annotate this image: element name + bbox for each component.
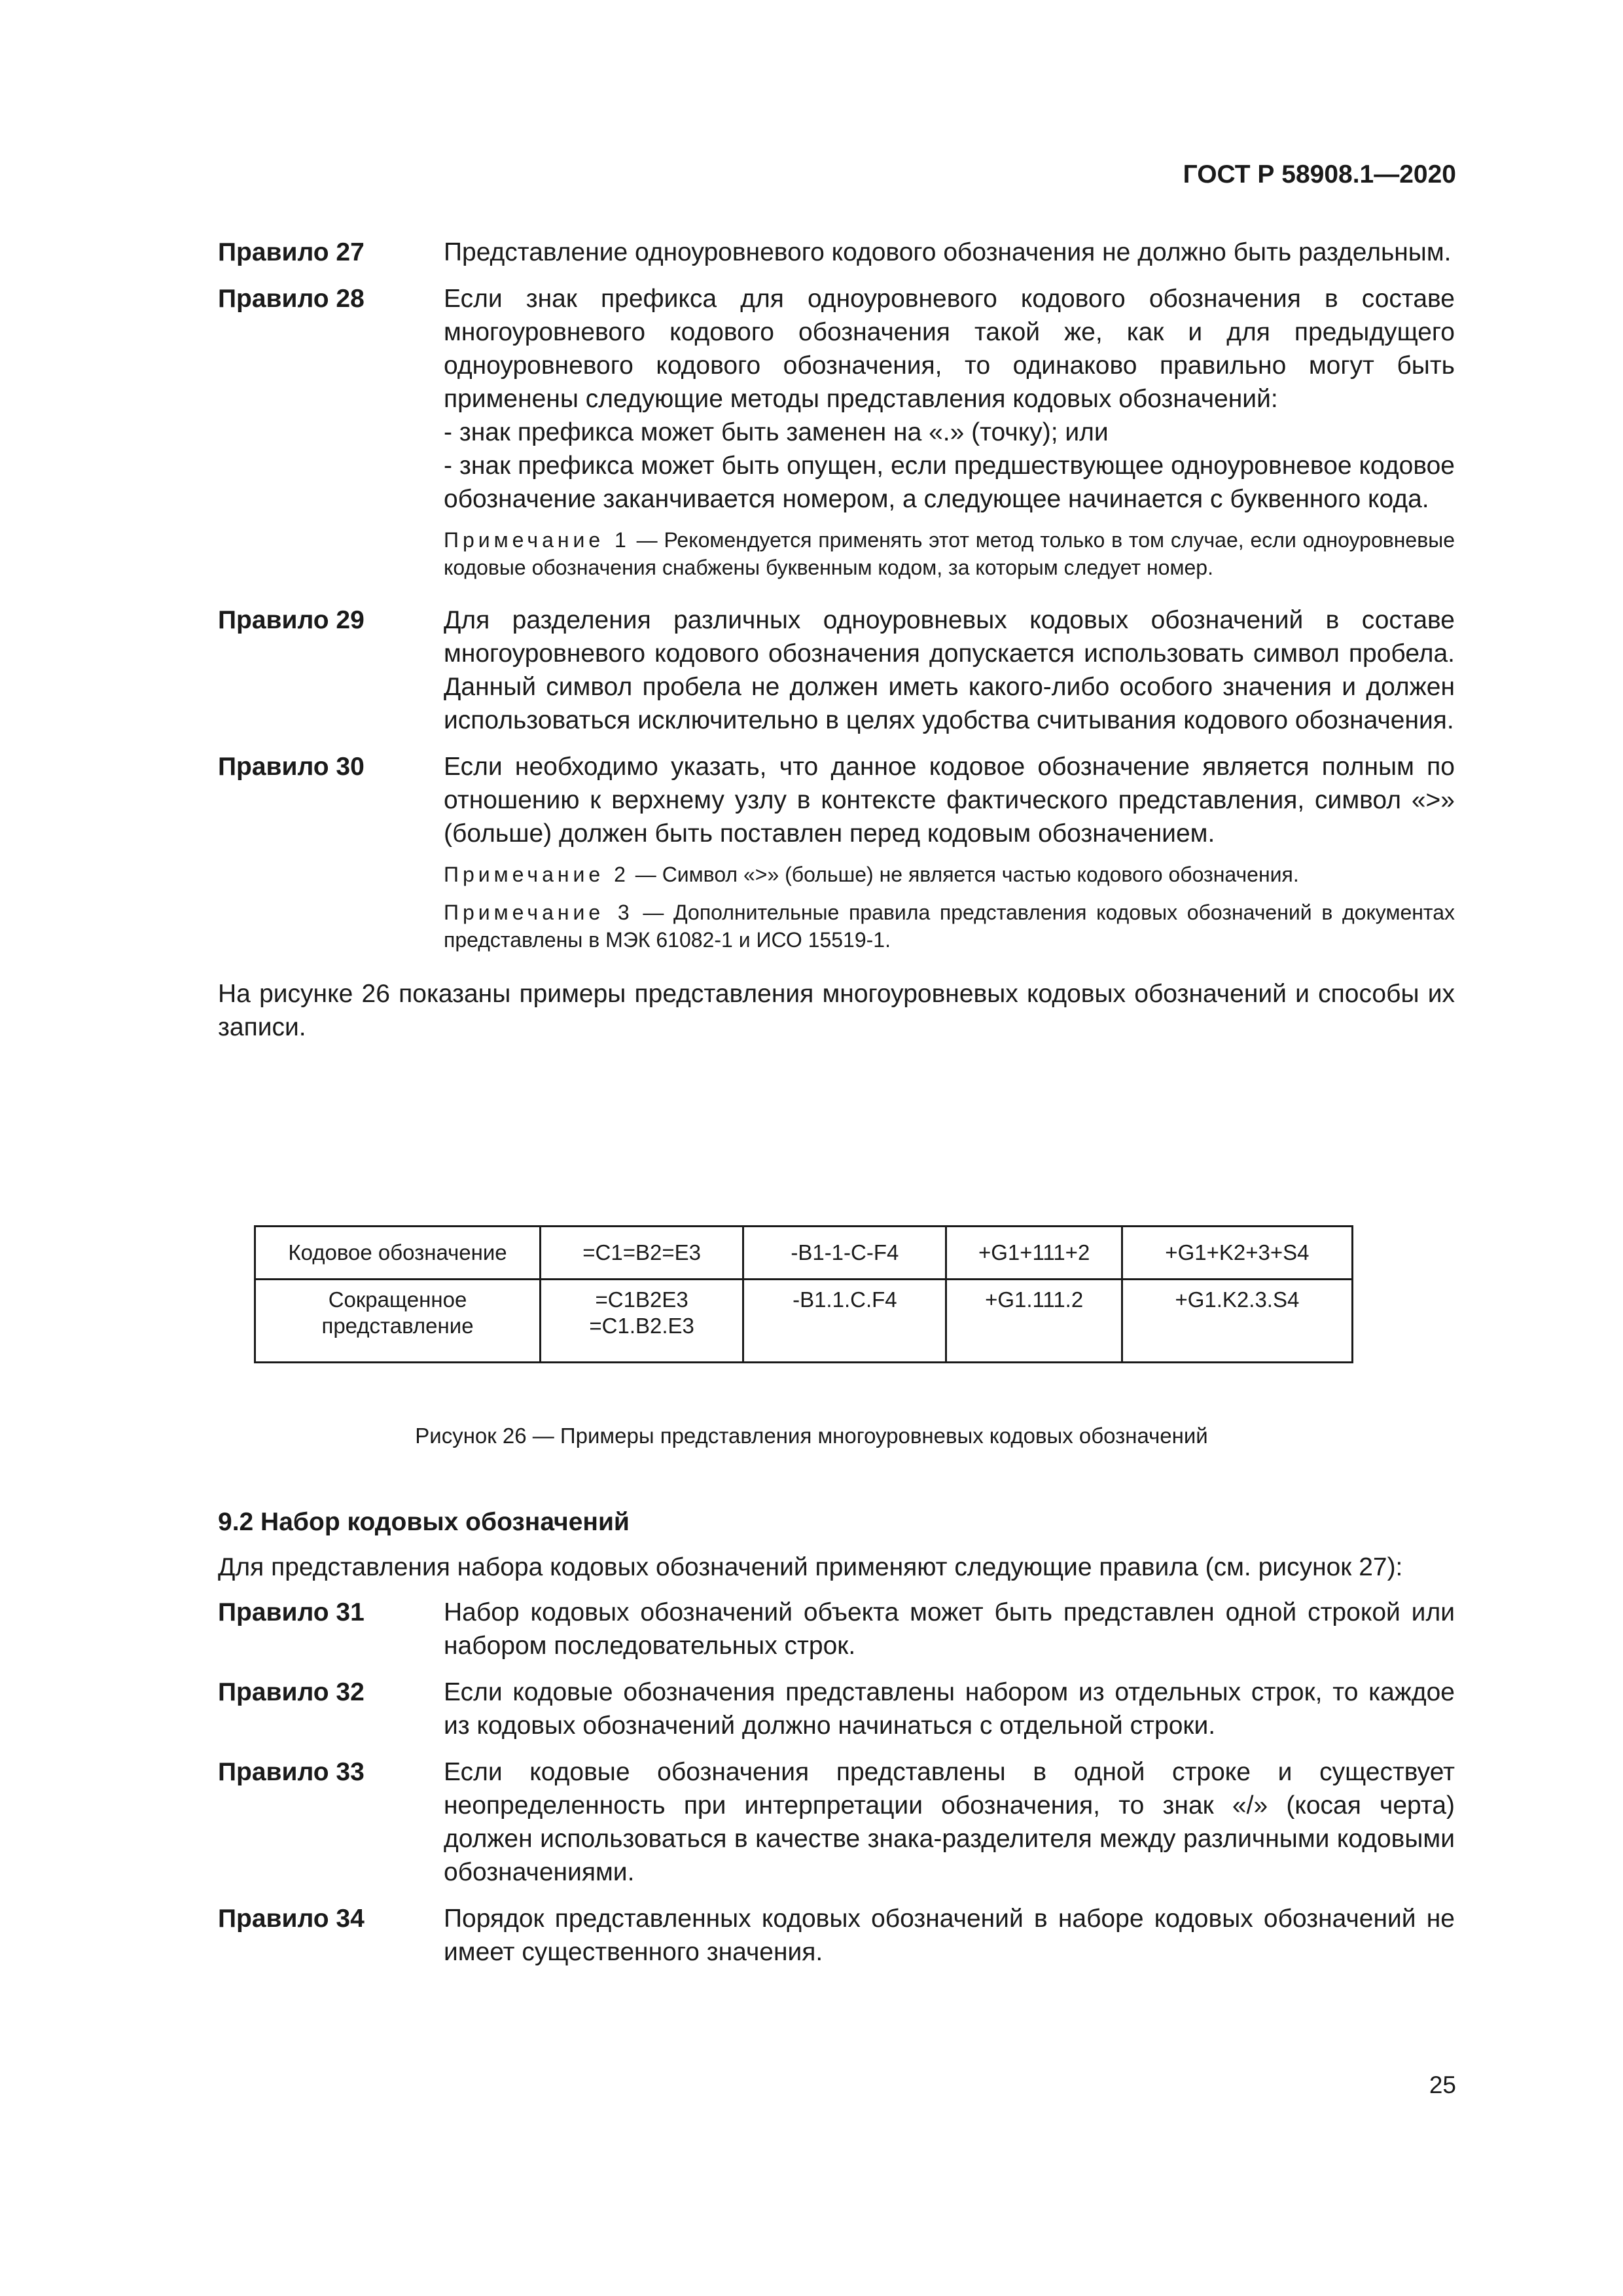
rule-27 — [218, 236, 1455, 269]
page-number: 25 — [1429, 2072, 1456, 2098]
rule-label: Правило 28 — [218, 285, 365, 313]
rule-list-item: - знак префикса может быть заменен на «.» (точку); или — [444, 418, 1109, 446]
rule-text: Представление одноуровневого кодового обозначения не должно быть раздельным. — [444, 238, 1452, 266]
table-cell — [541, 1280, 743, 1363]
rule-body — [444, 236, 1455, 269]
note-text: — Дополнительные правила представления кодовых обозначений в документах представлены в МЭК 61082-1 и ИСО 15519-1. — [444, 901, 1455, 952]
rule-text: Если знак префикса для одноуровневого кодового обозначения в составе многоуровневого кодового обозначения такой же, как и для предыдущего одноуровневого кодового обозначения, то одинаково правильно могут быть применены следующие методы представления кодовых обозначений: — [444, 285, 1455, 413]
note-lead: Примечание 3 — [444, 901, 633, 924]
section-intro: Для представления набора кодовых обозначений применяют следующие правила (см. рисунок 27): — [218, 1553, 1403, 1581]
rule-text: Если необходимо указать, что данное кодовое обозначение является полным по отношению к верхнему узлу в контексте фактического представления, символ «>» (больше) должен быть поставлен перед кодовым обозначением. — [444, 753, 1455, 848]
figure-intro-paragraph — [218, 977, 1455, 1044]
rule-28 — [218, 282, 1455, 590]
rule-text: Для разделения различных одноуровневых кодовых обозначений в составе многоуровневого кодового обозначения допускается использовать символ пробела. Данный символ пробела не должен иметь какого-либо особого значения и должен использоваться исключительно в целях удобства считывания кодового обозначения. — [444, 606, 1455, 734]
rule-label: Правило 31 — [218, 1598, 365, 1626]
rule-label: Правило 27 — [218, 238, 365, 266]
rule-text: Набор кодовых обозначений объекта может быть представлен одной строкой или набором последовательных строк. — [444, 1598, 1455, 1660]
rule-30 — [218, 750, 1455, 963]
rule-body — [444, 603, 1455, 737]
rule-label: Правило 33 — [218, 1758, 365, 1786]
rule-31 — [218, 1596, 1455, 1662]
table-cell: -B1-1-C-F4 — [743, 1227, 946, 1280]
note-2 — [444, 861, 1455, 888]
section-title: 9.2 Набор кодовых обозначений — [218, 1508, 630, 1536]
rule-33 — [218, 1755, 1455, 1889]
table-cell: =C1=B2=E3 — [541, 1227, 743, 1280]
rule-29 — [218, 603, 1455, 737]
table-cell: +G1.111.2 — [946, 1280, 1122, 1363]
cell-line: представление — [321, 1314, 474, 1338]
rule-label: Правило 34 — [218, 1905, 365, 1933]
cell-line: =C1.B2.E3 — [589, 1314, 694, 1338]
rule-body — [444, 750, 1455, 963]
section-9-2 — [218, 1505, 1455, 1982]
note-text: — Рекомендуется применять этот метод только в том случае, если одноуровневые кодовые обозначения снабжены буквенным кодом, за которым следует номер. — [444, 528, 1455, 579]
note-text: — Символ «>» (больше) не является частью кодового обозначения. — [629, 863, 1299, 886]
table-row — [255, 1227, 1353, 1280]
figure-caption: Рисунок 26 — Примеры представления многоуровневых кодовых обозначений — [415, 1424, 1208, 1448]
rule-text: Если кодовые обозначения представлены набором из отдельных строк, то каждое из кодовых обозначений должно начинаться с отдельной строки. — [444, 1678, 1455, 1740]
note-3 — [444, 899, 1455, 954]
rule-body — [444, 282, 1455, 590]
table-cell — [255, 1280, 541, 1363]
cell-line: =C1B2E3 — [595, 1287, 688, 1312]
rule-34 — [218, 1902, 1455, 1969]
rule-label: Правило 32 — [218, 1678, 365, 1706]
rule-text: Если кодовые обозначения представлены в одной строке и существует неопределенность при интерпретации обозначения, то знак «/» (косая черта) должен использоваться в качестве знака-разделителя между различными кодовыми обозначениями. — [444, 1758, 1455, 1886]
table-cell: +G1+111+2 — [946, 1227, 1122, 1280]
rule-text: Порядок представленных кодовых обозначений в наборе кодовых обозначений не имеет существенного значения. — [444, 1905, 1455, 1966]
note-1 — [444, 526, 1455, 581]
note-lead: Примечание 2 — [444, 863, 630, 886]
note-lead: Примечание 1 — [444, 528, 630, 552]
rule-label: Правило 30 — [218, 753, 365, 781]
rule-label: Правило 29 — [218, 606, 365, 634]
code-examples-table — [254, 1225, 1353, 1363]
cell-line: Сокращенное — [328, 1287, 467, 1312]
table-cell: +G1+K2+3+S4 — [1122, 1227, 1352, 1280]
standard-header: ГОСТ Р 58908.1—2020 — [1183, 160, 1456, 188]
rule-32 — [218, 1676, 1455, 1742]
table-cell: -B1.1.C.F4 — [743, 1280, 946, 1363]
table-cell: +G1.K2.3.S4 — [1122, 1280, 1352, 1363]
rule-list-item: - знак префикса может быть опущен, если предшествующее одноуровневое кодовое обозначение заканчивается номером, а следующее начинается с буквенного кода. — [444, 452, 1455, 513]
table-row — [255, 1280, 1353, 1363]
table-cell: Кодовое обозначение — [255, 1227, 541, 1280]
rules-block-top — [218, 236, 1455, 1044]
figure-intro-text: На рисунке 26 показаны примеры представления многоуровневых кодовых обозначений и способы их записи. — [218, 980, 1455, 1041]
